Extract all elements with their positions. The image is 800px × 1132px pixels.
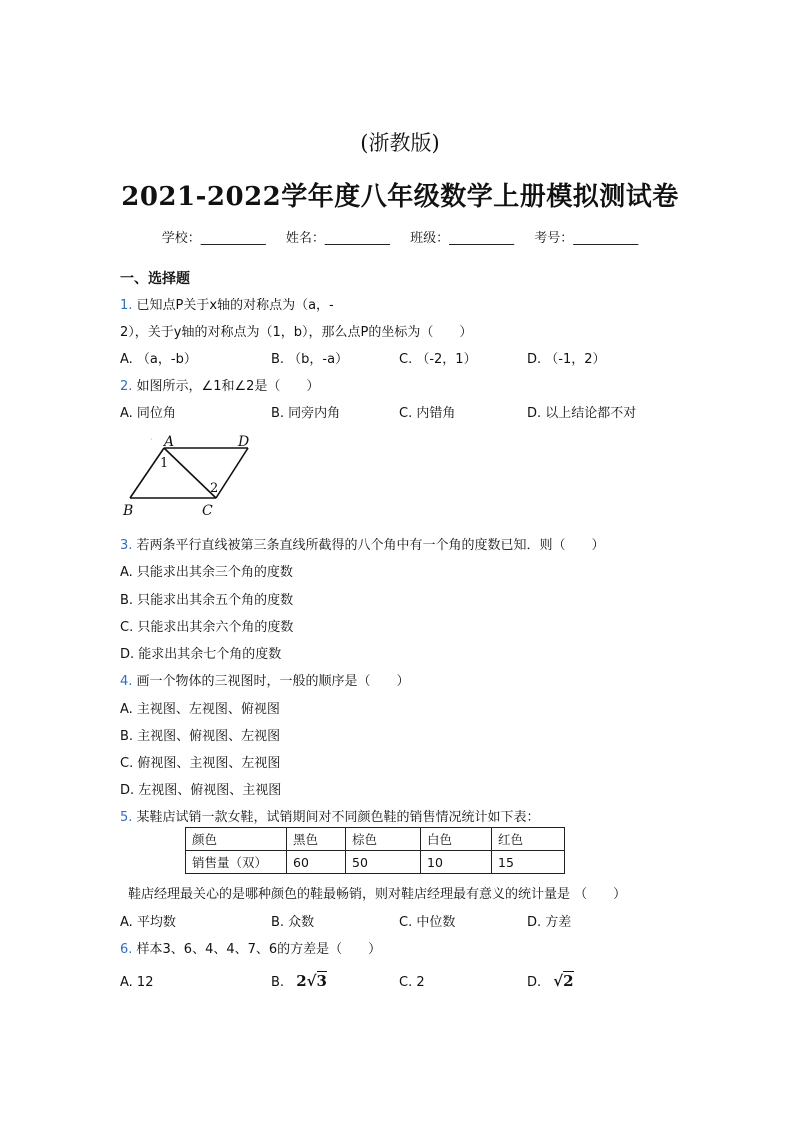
q6-option-b	[271, 972, 327, 990]
table-cell: 白色	[421, 828, 492, 851]
name-field: 姓名：__________	[285, 231, 390, 246]
q5-option-b: B. 众数	[271, 915, 315, 930]
q4-option-d: D. 左视图、俯视图、主视图	[120, 783, 282, 798]
q4-option-a: A. 主视图、左视图、俯视图	[120, 702, 280, 717]
q1-option-a: A. （a，-b）	[120, 352, 197, 367]
q6-option-b-radicand: 3	[316, 972, 327, 990]
table-cell: 颜色	[186, 828, 287, 851]
q6-option-d	[527, 972, 574, 990]
q4-text: 画一个物体的三视图时，一般的顺序是（ ）	[132, 674, 410, 689]
q6-option-d-radicand: 2	[563, 972, 574, 990]
q6-option-b-label: B.	[271, 975, 285, 990]
segment-AB	[130, 448, 164, 498]
class-field: 班级：__________	[410, 231, 515, 246]
q3-option-b: B. 只能求出其余五个角的度数	[120, 593, 294, 608]
table-cell: 50	[346, 851, 421, 874]
q1-option-c: C. （-2，1）	[399, 352, 477, 367]
q3-number: 3.	[120, 538, 133, 553]
q1-text-line1: 已知点P关于x轴的对称点为（a，-	[132, 298, 334, 313]
label-D: D	[238, 434, 250, 450]
table-cell: 棕色	[346, 828, 421, 851]
q6-stem	[120, 938, 381, 957]
label-A: A	[164, 434, 175, 450]
q6-option-b-coef: 2	[296, 972, 307, 990]
q5-text: 某鞋店试销一款女鞋，试销期间对不同颜色鞋的销售情况统计如下表：	[132, 810, 540, 825]
q3-stem	[120, 534, 605, 553]
q6-option-d-math: √2	[553, 972, 574, 990]
q5-number: 5.	[120, 810, 133, 825]
q3-text: 若两条平行直线被第三条直线所截得的八个角中有一个角的度数已知．则（ ）	[132, 538, 605, 553]
q5-option-c: C. 中位数	[399, 915, 456, 930]
table-cell: 15	[492, 851, 565, 874]
table-cell: 60	[287, 851, 346, 874]
angle-1-label: 1	[160, 456, 169, 471]
q2-number: 2.	[120, 379, 133, 394]
table-cell: 10	[421, 851, 492, 874]
q2-text: 如图所示，∠1和∠2是（ ）	[132, 379, 320, 394]
table-cell: 红色	[492, 828, 565, 851]
q2-option-b: B. 同旁内角	[271, 406, 341, 421]
table-cell: 销售量（双）	[186, 851, 287, 874]
label-C: C	[202, 503, 213, 519]
table-row	[186, 828, 565, 851]
angle-2-label: 2	[210, 481, 219, 496]
q2-option-d: D. 以上结论都不对	[527, 406, 637, 421]
q3-option-d: D. 能求出其余七个角的度数	[120, 647, 282, 662]
segment-AC	[164, 448, 219, 498]
q5-stem	[120, 806, 540, 825]
q4-stem	[120, 670, 410, 689]
q1-stem	[120, 294, 334, 313]
q6-option-a: A. 12	[120, 975, 154, 990]
section-title: 一、选择题	[120, 271, 190, 287]
q6-text: 样本3、6、4、4、7、6的方差是（ ）	[132, 942, 382, 957]
student-info-row	[0, 227, 800, 246]
sales-table	[185, 827, 565, 874]
q4-option-b: B. 主视图、俯视图、左视图	[120, 729, 281, 744]
table-row	[186, 851, 565, 874]
q6-option-d-label: D.	[527, 975, 542, 990]
q3-option-c: C. 只能求出其余六个角的度数	[120, 620, 294, 635]
q5-text2: 鞋店经理最关心的是哪种颜色的鞋最畅销，则对鞋店经理最有意义的统计量是 （ ）	[128, 887, 627, 902]
paper-subtitle: (浙教版)	[360, 131, 440, 155]
exam-number-field: 考号：__________	[534, 231, 639, 246]
stray-mark: ·	[150, 435, 153, 444]
q2-stem	[120, 375, 319, 394]
q1-option-b: B. （b，-a）	[271, 352, 349, 367]
q2-option-a: A. 同位角	[120, 406, 176, 421]
q6-number: 6.	[120, 942, 133, 957]
q6-option-b-math: 2√3	[296, 972, 327, 990]
table-cell: 黑色	[287, 828, 346, 851]
q1-option-d: D. （-1，2）	[527, 352, 606, 367]
segment-DC	[216, 448, 248, 498]
label-B: B	[123, 503, 134, 519]
school-field: 学校：__________	[161, 231, 266, 246]
q2-option-c: C. 内错角	[399, 406, 456, 421]
q4-option-c: C. 俯视图、主视图、左视图	[120, 756, 281, 771]
q3-option-a: A. 只能求出其余三个角的度数	[120, 565, 293, 580]
q5-option-d: D. 方差	[527, 915, 572, 930]
q4-number: 4.	[120, 674, 133, 689]
q1-number: 1.	[120, 298, 133, 313]
paper-title: 2021-2022学年度八年级数学上册模拟测试卷	[121, 182, 679, 212]
parallelogram-figure	[120, 432, 270, 522]
q1-text-line2: 2），关于y轴的对称点为（1，b），那么点P的坐标为（ ）	[120, 325, 473, 340]
q6-option-c: C. 2	[399, 975, 425, 990]
q5-option-a: A. 平均数	[120, 915, 176, 930]
